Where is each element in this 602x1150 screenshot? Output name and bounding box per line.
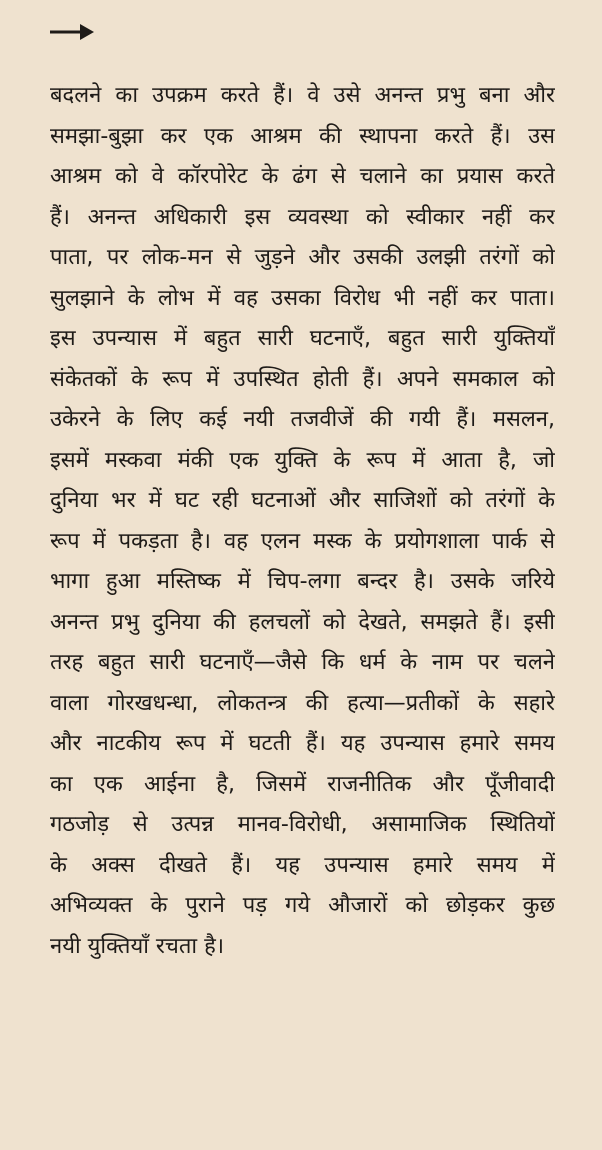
text-line: का एक आईना है, जिसमें राजनीतिक और पूँजीवादी [50, 771, 555, 797]
text-line: गठजोड़ से उत्पन्न मानव-विरोधी, असामाजिक स्थितियों [50, 812, 555, 837]
text-line: तरह बहुत सारी घटनाएँ—जैसे कि धर्म के नाम पर चलने [50, 650, 555, 675]
text-line: अनन्त प्रभु दुनिया की हलचलों को देखते, समझते हैं। इसी [50, 609, 555, 635]
right-arrow-icon [50, 20, 94, 44]
text-line: रूप में पकड़ता है। वह एलन मस्क के प्रयोगशाला पार्क से [50, 528, 555, 554]
text-line: अभिव्यक्त के पुराने पड़ गये औजारों को छोड़कर कुछ [50, 893, 555, 918]
text-line: आश्रम को वे कॉरपोरेट के ढंग से चलाने का प्रयास करते [50, 164, 555, 189]
text-line: वाला गोरखधन्धा, लोकतन्त्र की हत्या—प्रतीकों के सहारे [50, 690, 555, 716]
text-line: बदलने का उपक्रम करते हैं। वे उसे अनन्त प्रभु बना और [50, 83, 555, 108]
text-line: के अक्स दीखते हैं। यह उपन्यास हमारे समय में [50, 852, 555, 878]
text-line: इसमें मस्कवा मंकी एक युक्ति के रूप में आता है, जो [50, 447, 555, 473]
text-line: इस उपन्यास में बहुत सारी घटनाएँ, बहुत सारी युक्तियाँ [50, 326, 555, 351]
text-line: भागा हुआ मस्तिष्क में चिप-लगा बन्दर है। उसके जरिये [50, 569, 555, 594]
text-line: दुनिया भर में घट रही घटनाओं और साजिशों को तरंगों के [50, 488, 555, 513]
text-line: सुलझाने के लोभ में वह उसका विरोध भी नहीं कर पाता। [50, 285, 555, 311]
text-line: संकेतकों के रूप में उपस्थित होती हैं। अपने समकाल को [50, 366, 555, 392]
body-text [50, 76, 555, 967]
text-line-last: नयी युक्तियाँ रचता है। [50, 933, 225, 959]
text-line: और नाटकीय रूप में घटती हैं। यह उपन्यास हमारे समय [50, 731, 555, 756]
text-line: समझा-बुझा कर एक आश्रम की स्थापना करते हैं। उस [50, 123, 555, 149]
text-line: उकेरने के लिए कई नयी तजवीजें की गयी हैं। मसलन, [50, 407, 555, 432]
text-line: पाता, पर लोक-मन से जुड़ने और उसकी उलझी तरंगों को [50, 245, 555, 270]
text-line: हैं। अनन्त अधिकारी इस व्यवस्था को स्वीकार नहीं कर [50, 204, 555, 230]
